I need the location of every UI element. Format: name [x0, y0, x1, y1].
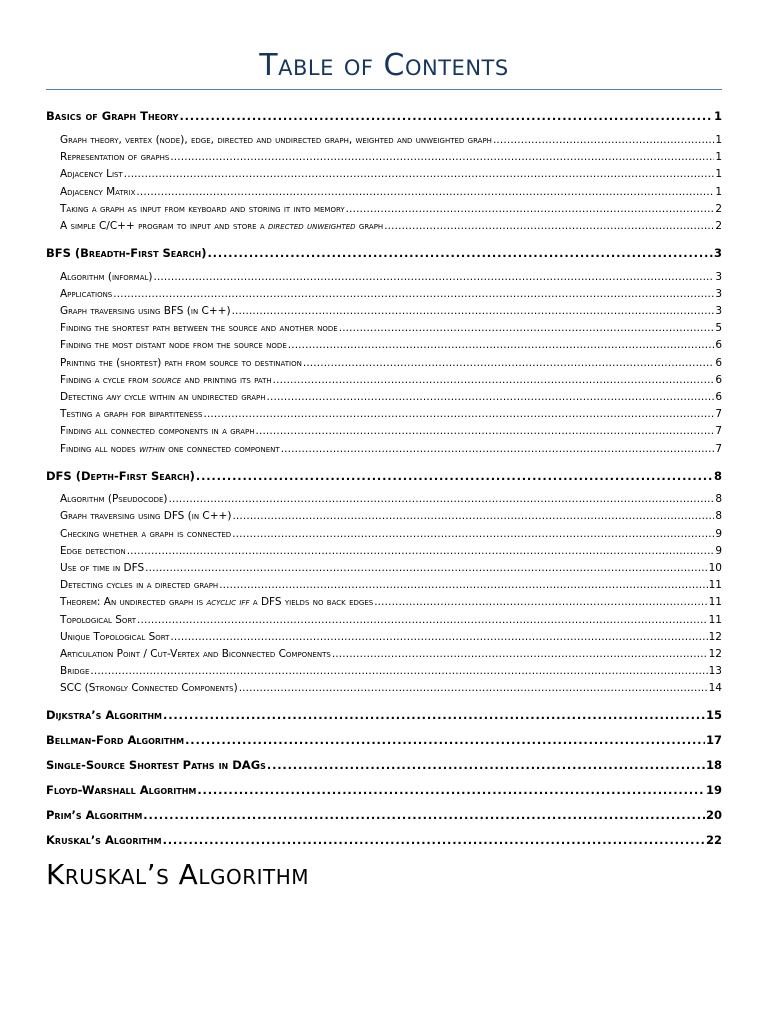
toc-subsection-entry[interactable]: [46, 218, 722, 235]
label-text: a DFS yields no back edges: [249, 596, 374, 609]
toc-page-number: 17: [705, 732, 722, 747]
label-text: Graph traversing using DFS (in C++): [60, 510, 232, 523]
toc-subsection-label: [60, 286, 112, 303]
toc-page-number: 11: [708, 596, 722, 609]
dot-leader: [232, 526, 714, 543]
toc-subsection-entry[interactable]: [46, 337, 722, 354]
dot-leader: [169, 491, 715, 508]
dot-leader: [145, 560, 707, 577]
toc-subsection-entry[interactable]: [46, 663, 722, 680]
toc-subsection-label: [60, 269, 152, 286]
toc-page-number: 14: [708, 682, 722, 695]
toc-section-entry[interactable]: [46, 781, 722, 800]
toc-subsection-label: [60, 355, 302, 372]
dot-leader: [163, 707, 705, 725]
toc-page-number: 19: [705, 782, 722, 797]
emphasized-text: within: [139, 442, 165, 455]
label-text: graph: [355, 219, 384, 232]
label-text: Articulation Point / Cut-Vertex and Biconnected Components: [60, 647, 331, 660]
toc-subsection-label: [60, 372, 272, 389]
emphasized-text: any: [106, 390, 121, 403]
toc-page-number: 1: [713, 109, 722, 123]
emphasized-text: acyclic iff: [206, 596, 250, 609]
toc-page-number: 3: [715, 305, 722, 317]
toc-page-number: 1: [715, 151, 722, 164]
section-heading: Kruskal’s Algorithm: [46, 858, 310, 891]
toc-subsection-label: [60, 612, 136, 629]
toc-section-entry[interactable]: [46, 756, 722, 775]
dot-leader: [196, 468, 713, 486]
toc-subsection-label: [60, 406, 202, 423]
dot-leader: [256, 423, 715, 440]
label-text: Detecting cycles in a directed graph: [60, 579, 219, 592]
toc-subsection-label: [60, 166, 123, 183]
toc-section-entry[interactable]: [46, 707, 722, 725]
dot-leader: [170, 629, 707, 646]
toc-subsection-label: [60, 389, 266, 406]
toc-page-number: 7: [715, 408, 722, 421]
toc-page-number: 11: [708, 579, 722, 592]
toc-subsection-entry[interactable]: [46, 269, 722, 286]
emphasized-text: source: [151, 373, 182, 386]
dot-leader: [197, 781, 705, 800]
toc-page-number: 12: [708, 630, 722, 643]
toc-page-number: 3: [715, 270, 722, 283]
toc-subsection-entry[interactable]: [46, 132, 722, 149]
toc-subsection-label: [60, 303, 231, 320]
toc-subsection-label: [60, 201, 345, 218]
label-text: Use of time in DFS: [60, 561, 145, 574]
toc-subsection-entry[interactable]: [46, 372, 722, 389]
toc-section-label: Prim’s Algorithm: [46, 807, 143, 822]
dot-leader: [207, 245, 713, 263]
toc-subsection-entry[interactable]: [46, 166, 722, 183]
dot-leader: [267, 389, 715, 406]
label-text: Detecting: [60, 390, 107, 403]
toc-subsection-entry[interactable]: [46, 286, 722, 303]
label-text: A simple C/C++ program to input and store a: [60, 219, 268, 232]
toc-section-entry[interactable]: [46, 806, 722, 825]
dot-leader: [281, 441, 715, 458]
toc-page-number: 10: [708, 561, 722, 574]
toc-subsection-label: [60, 441, 280, 458]
toc-page-number: 1: [715, 134, 722, 146]
toc-section-label: Floyd-Warshall Algorithm: [46, 782, 197, 797]
toc-page-number: 6: [715, 390, 722, 403]
toc-page-number: 8: [713, 468, 722, 483]
toc-subsection-entry[interactable]: [46, 560, 722, 577]
toc-page-number: 6: [715, 339, 722, 352]
toc-page-number: 6: [715, 356, 722, 369]
label-text: one connected component: [164, 442, 280, 455]
dot-leader: [384, 218, 714, 235]
toc-section-entry[interactable]: [46, 245, 722, 263]
label-text: Edge detection: [60, 544, 126, 557]
toc-page-number: 6: [715, 373, 722, 386]
dot-leader: [374, 594, 707, 611]
dot-leader: [163, 831, 705, 850]
toc-subsection-entry[interactable]: [46, 441, 722, 458]
label-text: Algorithm (Pseudocode): [60, 493, 168, 506]
toc-subsection-entry[interactable]: [46, 594, 722, 611]
label-text: Graph traversing using BFS (in C++): [60, 305, 231, 317]
label-text: Finding all connected components in a graph: [60, 425, 255, 438]
toc-section-label: Bellman-Ford Algorithm: [46, 732, 185, 747]
dot-leader: [239, 680, 708, 697]
dot-leader: [332, 646, 708, 663]
dot-leader: [339, 320, 715, 337]
toc-section-entry[interactable]: [46, 106, 722, 126]
toc-page-number: 3: [713, 246, 722, 261]
dot-leader: [493, 132, 714, 149]
toc-page-number: 9: [715, 527, 722, 540]
toc-subsection-label: [60, 508, 231, 525]
toc-section-entry[interactable]: [46, 831, 722, 850]
dot-leader: [288, 337, 715, 354]
toc-subsection-entry[interactable]: [46, 149, 722, 166]
dot-leader: [124, 166, 715, 183]
toc-page-number: 8: [715, 493, 722, 506]
toc-title: Table of Contents: [259, 48, 509, 83]
toc-page-number: 11: [708, 613, 722, 626]
label-text: Unique Topological Sort: [60, 630, 170, 643]
toc-section-entry[interactable]: [46, 731, 722, 750]
toc-subsection-label: [60, 423, 255, 440]
toc-page-number: 2: [715, 219, 722, 232]
toc-section-label: Basics of Graph Theory: [46, 109, 179, 123]
toc-subsection-entry[interactable]: [46, 320, 722, 337]
toc-list: [46, 106, 722, 850]
toc-subsection-entry[interactable]: [46, 184, 722, 201]
toc-subsection-entry[interactable]: [46, 543, 722, 560]
toc-page-number: 7: [715, 425, 722, 438]
toc-subsection-label: [60, 184, 135, 201]
label-text: Taking a graph as input from keyboard and storing it into memory: [60, 202, 345, 215]
label-text: Finding all nodes: [60, 442, 140, 455]
label-text: Representation of graphs: [60, 151, 170, 164]
label-text: Finding a cycle from: [60, 373, 152, 386]
toc-page-number: 18: [705, 757, 722, 772]
dot-leader: [143, 806, 705, 825]
label-text: Applications: [60, 287, 113, 300]
toc-subsection-label: [60, 320, 338, 337]
dot-leader: [90, 663, 707, 680]
toc-page-number: 8: [715, 510, 722, 523]
toc-subsection-label: [60, 543, 126, 560]
label-text: Finding the shortest path between the source and another node: [60, 322, 338, 335]
dot-leader: [113, 286, 714, 303]
toc-subsection-entry[interactable]: [46, 612, 722, 629]
toc-subsection-entry[interactable]: [46, 577, 722, 594]
toc-subsection-label: [60, 132, 492, 149]
toc-subsection-label: [60, 491, 168, 508]
dot-leader: [303, 355, 714, 372]
toc-subsection-label: [60, 646, 331, 663]
dot-leader: [127, 543, 715, 560]
toc-subsection-label: [60, 526, 231, 543]
toc-page-number: 1: [715, 168, 722, 181]
toc-page-number: 20: [705, 807, 722, 822]
toc-section-label: Dijkstra’s Algorithm: [46, 708, 163, 723]
toc-subsection-label: [60, 149, 169, 166]
toc-subsection-label: [60, 560, 144, 577]
toc-subsection-label: [60, 629, 169, 646]
toc-subsection-label: [60, 663, 89, 680]
toc-subsection-entry[interactable]: [46, 629, 722, 646]
toc-subsection-entry[interactable]: [46, 646, 722, 663]
toc-page-number: 12: [708, 647, 722, 660]
label-text: SCC (Strongly Connected Components): [60, 682, 238, 695]
toc-page-number: 9: [715, 544, 722, 557]
dot-leader: [346, 201, 715, 218]
toc-page-number: 2: [715, 202, 722, 215]
label-text: Adjacency List: [60, 168, 123, 181]
toc-section-entry[interactable]: [46, 468, 722, 486]
toc-subsection-entry[interactable]: [46, 201, 722, 218]
toc-subsection-entry[interactable]: [46, 526, 722, 543]
toc-subsection-entry[interactable]: [46, 680, 722, 697]
toc-subsection-entry[interactable]: [46, 491, 722, 508]
toc-subsection-label: [60, 577, 218, 594]
label-text: Printing the (shortest) path from source to destination: [60, 356, 302, 369]
dot-leader: [153, 269, 714, 286]
dot-leader: [170, 149, 714, 166]
label-text: Checking whether a graph is connected: [60, 527, 232, 540]
toc-section-label: DFS (Depth-First Search): [46, 468, 195, 483]
toc-subsection-entry[interactable]: [46, 303, 722, 320]
toc-section-label: Single-Source Shortest Paths in DAGs: [46, 757, 266, 772]
dot-leader: [232, 508, 714, 525]
toc-subsection-entry[interactable]: [46, 389, 722, 406]
label-text: Graph theory, vertex (node), edge, directed and undirected graph, weighted and unweighted graph: [60, 134, 492, 146]
dot-leader: [136, 184, 714, 201]
toc-page-number: 5: [715, 322, 722, 335]
label-text: Topological Sort: [60, 613, 137, 626]
dot-leader: [203, 406, 714, 423]
toc-section-label: BFS (Breadth-First Search): [46, 246, 207, 261]
emphasized-text: directed unweighted: [267, 219, 356, 232]
dot-leader: [219, 577, 707, 594]
label-text: Testing a graph for bipartiteness: [60, 408, 203, 421]
label-text: cycle within an undirected graph: [120, 390, 266, 403]
toc-section-label: Kruskal’s Algorithm: [46, 832, 162, 847]
label-text: Finding the most distant node from the source node: [60, 339, 287, 352]
toc-subsection-label: [60, 680, 238, 697]
toc-page-number: 3: [715, 287, 722, 300]
label-text: Bridge: [60, 665, 90, 678]
toc-subsection-label: [60, 337, 287, 354]
dot-leader: [273, 372, 715, 389]
toc-subsection-entry[interactable]: [46, 508, 722, 525]
dot-leader: [232, 303, 715, 320]
dot-leader: [267, 756, 705, 775]
dot-leader: [185, 731, 705, 750]
toc-page-number: 15: [705, 708, 722, 723]
toc-subsection-entry[interactable]: [46, 423, 722, 440]
label-text: Theorem: An undirected graph is: [60, 596, 207, 609]
toc-subsection-label: [60, 218, 383, 235]
label-text: Algorithm (informal): [60, 270, 153, 283]
label-text: and printing its path: [181, 373, 272, 386]
label-text: Adjacency Matrix: [60, 185, 136, 198]
toc-subsection-entry[interactable]: [46, 355, 722, 372]
toc-page-number: 22: [705, 832, 722, 847]
toc-subsection-label: [60, 594, 373, 611]
title-rule: [46, 89, 722, 90]
toc-page-number: 1: [715, 185, 722, 198]
toc-page-number: 13: [708, 665, 722, 678]
toc-page-number: 7: [715, 442, 722, 455]
toc-subsection-entry[interactable]: [46, 406, 722, 423]
dot-leader: [179, 106, 713, 126]
dot-leader: [137, 612, 708, 629]
